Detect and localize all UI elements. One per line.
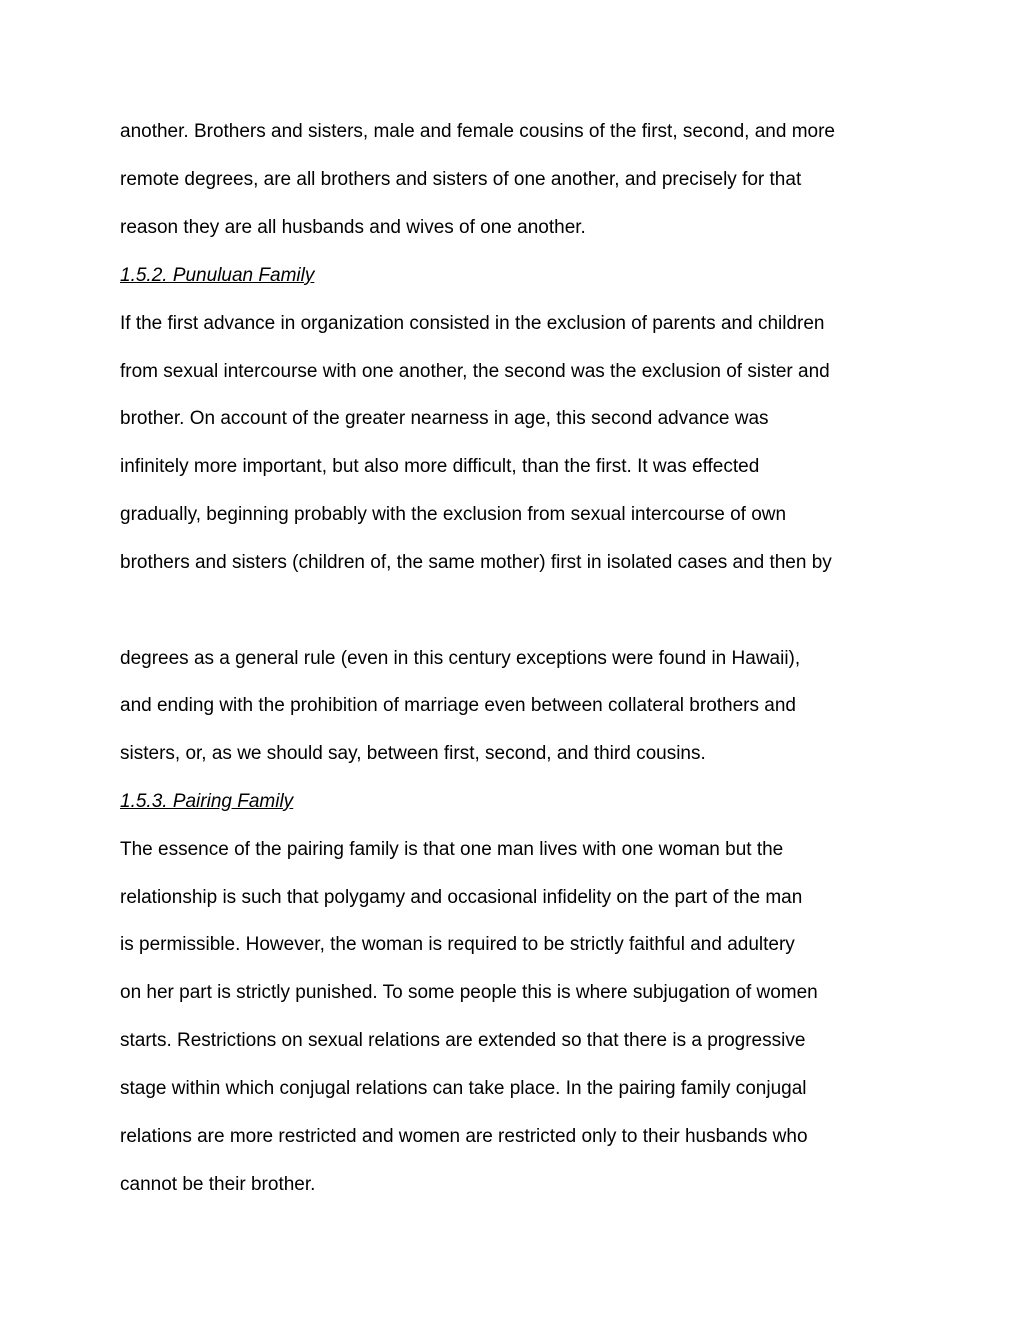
text-line: stage within which conjugal relations can take place. In the pairing family conjugal bbox=[120, 1078, 807, 1099]
section-heading-pairing: 1.5.3. Pairing Family bbox=[120, 791, 294, 812]
text-line: on her part is strictly punished. To some people this is where subjugation of women bbox=[120, 982, 818, 1003]
text-line: another. Brothers and sisters, male and female cousins of the first, second, and more bbox=[120, 121, 835, 142]
text-line: and ending with the prohibition of marriage even between collateral brothers and bbox=[120, 695, 796, 716]
text-line: The essence of the pairing family is that one man lives with one woman but the bbox=[120, 839, 784, 860]
text-line: brother. On account of the greater nearness in age, this second advance was bbox=[120, 408, 769, 429]
text-line: If the first advance in organization consisted in the exclusion of parents and children bbox=[120, 313, 825, 334]
text-line: remote degrees, are all brothers and sisters of one another, and precisely for that bbox=[120, 169, 802, 190]
text-line: starts. Restrictions on sexual relations are extended so that there is a progressive bbox=[120, 1030, 806, 1051]
text-line: brothers and sisters (children of, the same mother) first in isolated cases and then by bbox=[120, 552, 832, 573]
text-line: from sexual intercourse with one another, the second was the exclusion of sister and bbox=[120, 361, 830, 382]
text-line: is permissible. However, the woman is required to be strictly faithful and adultery bbox=[120, 934, 795, 955]
text-line: degrees as a general rule (even in this century exceptions were found in Hawaii), bbox=[120, 648, 801, 669]
text-line: gradually, beginning probably with the exclusion from sexual intercourse of own bbox=[120, 504, 787, 525]
text-line: cannot be their brother. bbox=[120, 1174, 316, 1195]
text-line: infinitely more important, but also more difficult, than the first. It was effected bbox=[120, 456, 760, 477]
text-line: relations are more restricted and women are restricted only to their husbands who bbox=[120, 1126, 808, 1147]
text-line: sisters, or, as we should say, between first, second, and third cousins. bbox=[120, 743, 706, 764]
text-line: reason they are all husbands and wives of one another. bbox=[120, 217, 586, 238]
text-line: relationship is such that polygamy and occasional infidelity on the part of the man bbox=[120, 887, 803, 908]
section-heading-punuluan: 1.5.2. Punuluan Family bbox=[120, 265, 315, 286]
